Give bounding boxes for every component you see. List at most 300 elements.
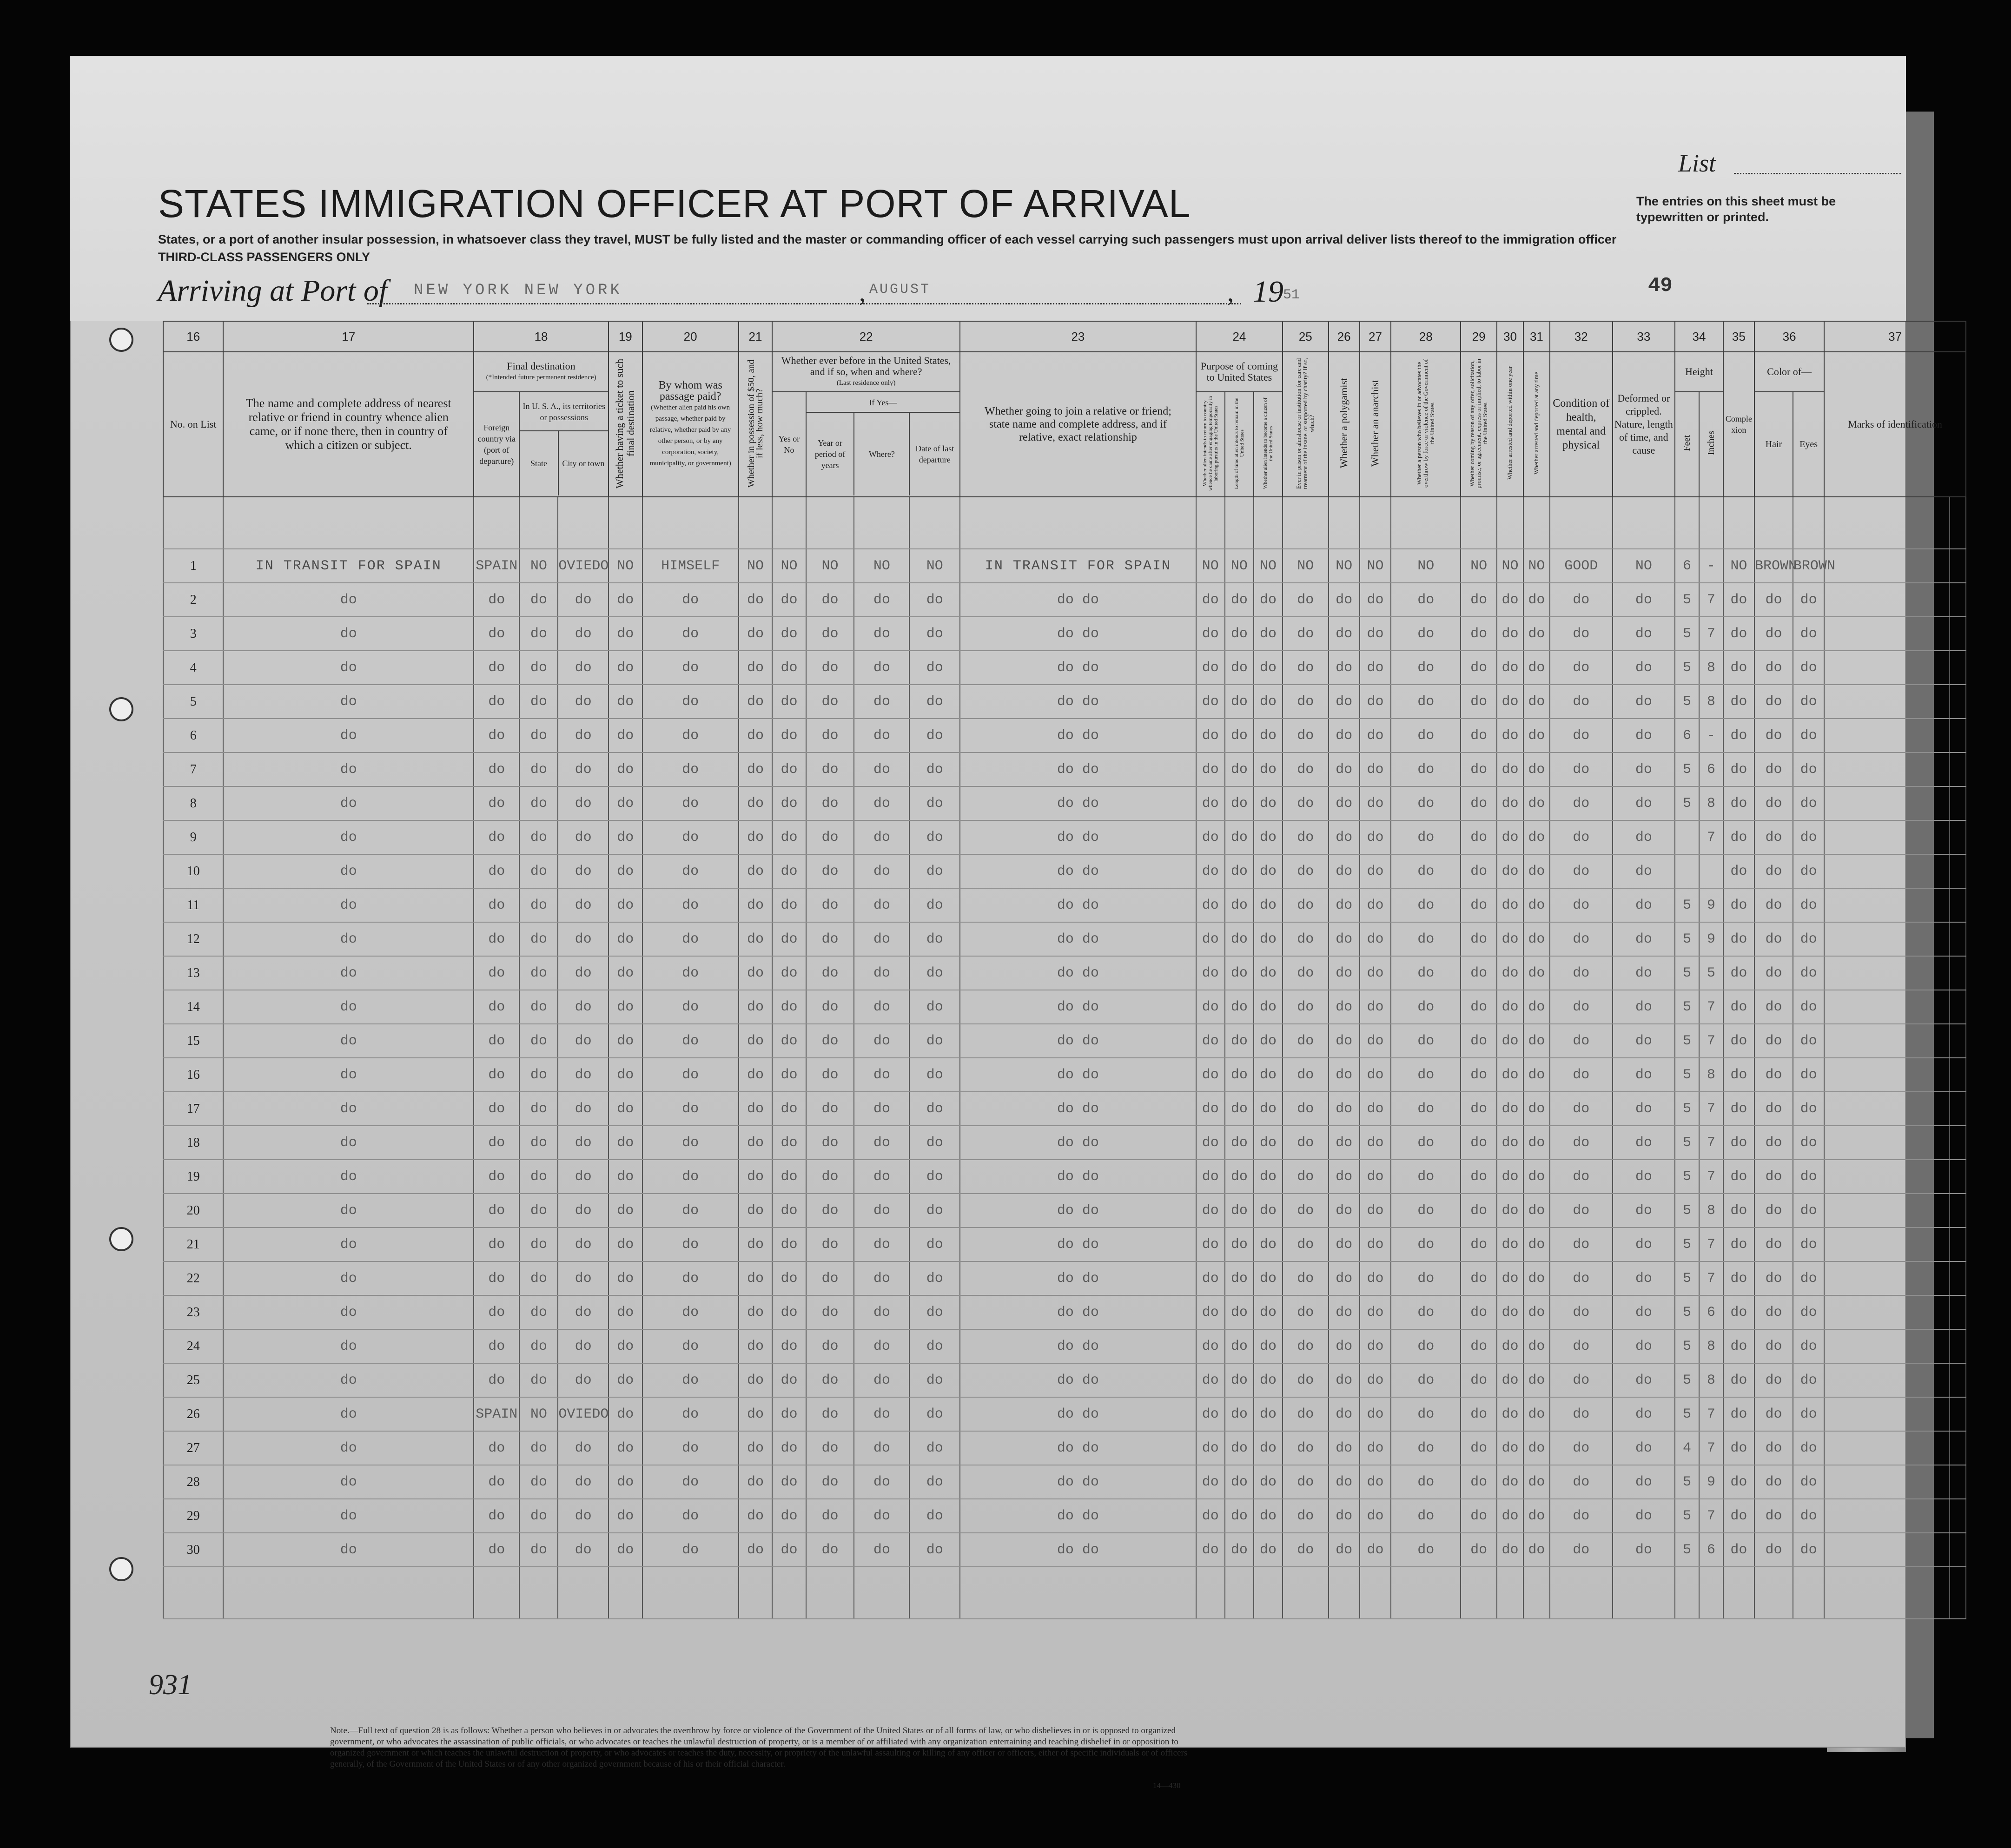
cell-c29: NO xyxy=(1461,549,1497,583)
cell-c31: do xyxy=(1523,1261,1550,1295)
cell-c19: do xyxy=(609,1295,642,1329)
tail-cell xyxy=(1523,1567,1550,1619)
cell-c24b: do xyxy=(1225,617,1254,651)
cell-c19: do xyxy=(609,752,642,786)
cell-c34a: 5 xyxy=(1675,685,1699,719)
cell-c18b: do xyxy=(519,990,558,1024)
cell-c35: do xyxy=(1723,1397,1754,1431)
cell-c33: do xyxy=(1613,719,1675,752)
cell-c35: do xyxy=(1723,888,1754,922)
margin-mark: 931 xyxy=(149,1669,192,1701)
list-label: List xyxy=(1678,149,1716,177)
cell-c23: do do xyxy=(960,685,1196,719)
cell-c30: do xyxy=(1497,752,1523,786)
tail-cell xyxy=(1225,1567,1254,1619)
row-number: 26 xyxy=(163,1397,223,1431)
cell-c34b: 7 xyxy=(1699,1261,1723,1295)
cell-c22b: do xyxy=(806,1261,854,1295)
cell-c32: do xyxy=(1550,990,1613,1024)
colnum-29: 29 xyxy=(1461,321,1497,352)
cell-c26: do xyxy=(1329,1431,1360,1465)
cell-c22a: do xyxy=(772,719,806,752)
cell-c24b: do xyxy=(1225,1160,1254,1194)
cell-c33: do xyxy=(1613,1329,1675,1363)
cell-c24b: do xyxy=(1225,1261,1254,1295)
cell-c29: do xyxy=(1461,1431,1497,1465)
cell-c34a xyxy=(1675,820,1699,854)
cell-marks xyxy=(1824,1261,1949,1295)
cell-c24c: do xyxy=(1254,617,1283,651)
cell-c26: do xyxy=(1329,1126,1360,1160)
cell-c18b: do xyxy=(519,1092,558,1126)
cell-c28: do xyxy=(1391,719,1461,752)
cell-c22a: do xyxy=(772,685,806,719)
cell-c34a: 5 xyxy=(1675,956,1699,990)
cell-marks xyxy=(1824,820,1949,854)
header-feet xyxy=(1675,392,1699,497)
cell-c24c: do xyxy=(1254,1397,1283,1431)
cell-c17: do xyxy=(223,1126,474,1160)
cell-c34b: 9 xyxy=(1699,888,1723,922)
cell-c35: do xyxy=(1723,617,1754,651)
cell-c22b: do xyxy=(806,685,854,719)
cell-c31: do xyxy=(1523,1465,1550,1499)
cell-c24a: do xyxy=(1196,990,1225,1024)
cell-margin xyxy=(1950,1160,1966,1194)
cell-c21: do xyxy=(739,719,773,752)
cell-c33: do xyxy=(1613,956,1675,990)
cell-c26: do xyxy=(1329,1533,1360,1567)
cell-c24a: do xyxy=(1196,1194,1225,1228)
cell-c28: do xyxy=(1391,1329,1461,1363)
cell-c24c: do xyxy=(1254,820,1283,854)
cell-c24c: do xyxy=(1254,1058,1283,1092)
cell-c22d: do xyxy=(909,820,960,854)
cell-c36b: do xyxy=(1793,1295,1824,1329)
header-labor-offer xyxy=(1461,352,1497,497)
cell-c21: do xyxy=(739,1024,773,1058)
header-if-yes-cells xyxy=(807,413,959,495)
cell-c18a: do xyxy=(474,1329,519,1363)
cell-c20: do xyxy=(642,1363,739,1397)
cell-c21: do xyxy=(739,1126,773,1160)
cell-c22b: do xyxy=(806,1160,854,1194)
cell-c22d: do xyxy=(909,1397,960,1431)
year-value: 51 xyxy=(1283,287,1300,303)
cell-c33: do xyxy=(1613,1499,1675,1533)
cell-c34b: 7 xyxy=(1699,990,1723,1024)
table-row-tail xyxy=(163,1567,1966,1619)
cell-marks xyxy=(1824,685,1949,719)
tail-cell xyxy=(1675,1567,1699,1619)
tail-cell xyxy=(519,1567,558,1619)
cell-c27: NO xyxy=(1360,549,1391,583)
cell-margin xyxy=(1950,1295,1966,1329)
cell-c23: do do xyxy=(960,651,1196,685)
tail-cell xyxy=(1824,1567,1949,1619)
cell-c32: do xyxy=(1550,1261,1613,1295)
cell-margin xyxy=(1950,1058,1966,1092)
cell-c19: do xyxy=(609,583,642,617)
cell-c24a: do xyxy=(1196,752,1225,786)
cell-c33: do xyxy=(1613,1465,1675,1499)
cell-c22c: do xyxy=(854,1363,909,1397)
cell-c21: do xyxy=(739,1194,773,1228)
cell-c34a: 5 xyxy=(1675,1058,1699,1092)
cell-c22b: do xyxy=(806,651,854,685)
cell-c24c: do xyxy=(1254,888,1283,922)
cell-c29: do xyxy=(1461,1329,1497,1363)
cell-c29: do xyxy=(1461,1092,1497,1126)
cell-c22c: do xyxy=(854,854,909,888)
cell-c20: do xyxy=(642,922,739,956)
cell-c22d: do xyxy=(909,786,960,820)
cell-c26: do xyxy=(1329,786,1360,820)
cell-c18b: do xyxy=(519,956,558,990)
cell-c35: do xyxy=(1723,685,1754,719)
cell-c27: do xyxy=(1360,1397,1391,1431)
cell-c22d: do xyxy=(909,888,960,922)
table-row xyxy=(163,1329,1966,1363)
cell-c26: do xyxy=(1329,1329,1360,1363)
cell-marks xyxy=(1824,1431,1949,1465)
cell-c24a: do xyxy=(1196,1533,1225,1567)
header-complexion: Complexion xyxy=(1723,352,1754,497)
tail-cell xyxy=(1254,1567,1283,1619)
cell-c29: do xyxy=(1461,1160,1497,1194)
cell-c21: do xyxy=(739,1228,773,1261)
cell-c34a: 5 xyxy=(1675,583,1699,617)
cell-c32: do xyxy=(1550,1363,1613,1397)
cell-c35: do xyxy=(1723,1194,1754,1228)
cell-c22b: do xyxy=(806,820,854,854)
cell-c30: do xyxy=(1497,1058,1523,1092)
cell-c34a: 5 xyxy=(1675,1228,1699,1261)
cell-c31: do xyxy=(1523,820,1550,854)
cell-c33: do xyxy=(1613,1024,1675,1058)
cell-c22c: do xyxy=(854,1126,909,1160)
header-passage-paid-text: By whom was passage paid? xyxy=(658,379,722,403)
cell-c18a: do xyxy=(474,617,519,651)
cell-marks xyxy=(1824,990,1949,1024)
cell-c19: do xyxy=(609,1092,642,1126)
cell-c33: do xyxy=(1613,752,1675,786)
cell-c22b: do xyxy=(806,583,854,617)
cell-c22b: do xyxy=(806,1329,854,1363)
cell-c29: do xyxy=(1461,854,1497,888)
cell-c24c: do xyxy=(1254,1194,1283,1228)
cell-c18c: do xyxy=(558,685,609,719)
cell-c18c: do xyxy=(558,1261,609,1295)
table-row xyxy=(163,1533,1966,1567)
cell-c24b: do xyxy=(1225,1329,1254,1363)
cell-c35: do xyxy=(1723,752,1754,786)
cell-c18a: do xyxy=(474,719,519,752)
cell-c22c: do xyxy=(854,1228,909,1261)
cell-c24b: do xyxy=(1225,990,1254,1024)
cell-c24a: do xyxy=(1196,1329,1225,1363)
form-code: 14—430 xyxy=(1153,1781,1181,1790)
cell-c33: do xyxy=(1613,820,1675,854)
row-number: 16 xyxy=(163,1058,223,1092)
table-row xyxy=(163,1261,1966,1295)
header-final-destination xyxy=(474,352,609,392)
cell-c34a: 5 xyxy=(1675,1295,1699,1329)
cell-c27: do xyxy=(1360,1431,1391,1465)
cell-c31: do xyxy=(1523,786,1550,820)
cell-c22d: do xyxy=(909,922,960,956)
cell-c31: do xyxy=(1523,854,1550,888)
cell-c34b: 8 xyxy=(1699,1363,1723,1397)
header-feet-text: Feet xyxy=(1682,435,1693,451)
colnum-23: 23 xyxy=(960,321,1196,352)
cell-c23: do do xyxy=(960,1058,1196,1092)
cell-c26: do xyxy=(1329,1194,1360,1228)
cell-c21: do xyxy=(739,1465,773,1499)
cell-marks xyxy=(1824,1499,1949,1533)
cell-c31: do xyxy=(1523,651,1550,685)
cell-c24b: do xyxy=(1225,854,1254,888)
cell-c25: do xyxy=(1283,854,1328,888)
cell-c22d: do xyxy=(909,1261,960,1295)
cell-c22a: do xyxy=(772,1228,806,1261)
cell-c24b: do xyxy=(1225,956,1254,990)
cell-c17: do xyxy=(223,1261,474,1295)
header-foreign-country: Foreign country via (port of departure) xyxy=(474,392,519,497)
cell-c19: do xyxy=(609,1363,642,1397)
cell-c26: do xyxy=(1329,956,1360,990)
cell-c35: do xyxy=(1723,990,1754,1024)
cell-c17: do xyxy=(223,752,474,786)
cell-c23: do do xyxy=(960,922,1196,956)
cell-c18a: do xyxy=(474,1058,519,1092)
arriving-label: Arriving at Port of xyxy=(158,274,388,308)
cell-c32: do xyxy=(1550,1533,1613,1567)
cell-c27: do xyxy=(1360,1465,1391,1499)
cell-c24a: do xyxy=(1196,820,1225,854)
cell-c22b: do xyxy=(806,1024,854,1058)
cell-c24b: do xyxy=(1225,1397,1254,1431)
cell-c20: do xyxy=(642,990,739,1024)
cell-c19: do xyxy=(609,1329,642,1363)
cell-c21: do xyxy=(739,786,773,820)
cell-c19: do xyxy=(609,1465,642,1499)
cell-c23: do do xyxy=(960,854,1196,888)
cell-c18c: do xyxy=(558,617,609,651)
cell-c22a: do xyxy=(772,1499,806,1533)
colnum-24: 24 xyxy=(1196,321,1283,352)
cell-c24c: do xyxy=(1254,1228,1283,1261)
table-row xyxy=(163,1295,1966,1329)
cell-c24b: do xyxy=(1225,1533,1254,1567)
cell-c28: do xyxy=(1391,1499,1461,1533)
cell-c18a: do xyxy=(474,752,519,786)
cell-margin xyxy=(1950,1431,1966,1465)
header-inches xyxy=(1699,392,1723,497)
cell-c24a: do xyxy=(1196,1397,1225,1431)
cell-c24b: do xyxy=(1225,888,1254,922)
row-number: 30 xyxy=(163,1533,223,1567)
cell-c32: do xyxy=(1550,888,1613,922)
cell-c36a: do xyxy=(1754,1363,1793,1397)
cell-c19: do xyxy=(609,956,642,990)
cell-c31: NO xyxy=(1523,549,1550,583)
cell-c27: do xyxy=(1360,1533,1391,1567)
cell-marks xyxy=(1824,583,1949,617)
cell-c34b: 7 xyxy=(1699,1431,1723,1465)
cell-c25: do xyxy=(1283,1363,1328,1397)
tail-cell xyxy=(1283,1567,1328,1619)
cell-c24a: do xyxy=(1196,1058,1225,1092)
cell-c33: do xyxy=(1613,1533,1675,1567)
cell-margin xyxy=(1950,990,1966,1024)
cell-marks xyxy=(1824,786,1949,820)
cell-c27: do xyxy=(1360,617,1391,651)
cell-c17: do xyxy=(223,1295,474,1329)
cell-margin xyxy=(1950,786,1966,820)
cell-c27: do xyxy=(1360,1261,1391,1295)
cell-c18b: do xyxy=(519,1228,558,1261)
colnum-30: 30 xyxy=(1497,321,1523,352)
cell-c36a: do xyxy=(1754,1261,1793,1295)
tail-cell xyxy=(223,1567,474,1619)
cell-c20: do xyxy=(642,1499,739,1533)
cell-c21: do xyxy=(739,922,773,956)
cell-c32: do xyxy=(1550,956,1613,990)
cell-c35: do xyxy=(1723,1363,1754,1397)
binder-hole xyxy=(109,1557,133,1581)
cell-c22b: do xyxy=(806,1465,854,1499)
cell-c24b: do xyxy=(1225,922,1254,956)
tail-cell xyxy=(642,1567,739,1619)
tail-cell xyxy=(558,1567,609,1619)
cell-c36b: do xyxy=(1793,1397,1824,1431)
cell-c24a: do xyxy=(1196,685,1225,719)
cell-c18a: do xyxy=(474,888,519,922)
cell-c17: do xyxy=(223,685,474,719)
cell-c25: do xyxy=(1283,1126,1328,1160)
list-line xyxy=(1734,173,1901,174)
cell-marks xyxy=(1824,719,1949,752)
cell-c17: do xyxy=(223,1160,474,1194)
cell-c31: do xyxy=(1523,1329,1550,1363)
cell-c23: do do xyxy=(960,1533,1196,1567)
cell-margin xyxy=(1950,1261,1966,1295)
cell-c33: do xyxy=(1613,1295,1675,1329)
cell-c24c: do xyxy=(1254,990,1283,1024)
cell-c22c: do xyxy=(854,786,909,820)
cell-c36b: do xyxy=(1793,583,1824,617)
cell-c25: do xyxy=(1283,786,1328,820)
cell-c35: do xyxy=(1723,922,1754,956)
cell-c23: do do xyxy=(960,719,1196,752)
cell-c18c: do xyxy=(558,1363,609,1397)
header-prison xyxy=(1283,352,1328,497)
cell-c18b: do xyxy=(519,651,558,685)
colnum-37: 37 xyxy=(1824,321,1966,352)
cell-c21: do xyxy=(739,990,773,1024)
cell-c22d: do xyxy=(909,956,960,990)
cell-c18c: do xyxy=(558,1499,609,1533)
final-destination-sub: (*Intended future permanent residence) xyxy=(486,374,596,381)
table-row xyxy=(163,888,1966,922)
cell-c33: do xyxy=(1613,1058,1675,1092)
cell-c31: do xyxy=(1523,1397,1550,1431)
cell-c21: do xyxy=(739,617,773,651)
colnum-22: 22 xyxy=(772,321,960,352)
cell-c24b: do xyxy=(1225,1228,1254,1261)
cell-c26: do xyxy=(1329,1024,1360,1058)
cell-c25: do xyxy=(1283,1194,1328,1228)
cell-c36b: do xyxy=(1793,854,1824,888)
cell-c27: do xyxy=(1360,1295,1391,1329)
tail-cell xyxy=(854,1567,909,1619)
cell-marks xyxy=(1824,922,1949,956)
cell-c20: do xyxy=(642,1160,739,1194)
cell-c34b: 9 xyxy=(1699,922,1723,956)
cell-c30: do xyxy=(1497,1363,1523,1397)
cell-c22c: do xyxy=(854,719,909,752)
cell-marks xyxy=(1824,752,1949,786)
cell-c25: do xyxy=(1283,1295,1328,1329)
cell-c34a: 5 xyxy=(1675,1024,1699,1058)
cell-c23: do do xyxy=(960,1431,1196,1465)
cell-c25: do xyxy=(1283,651,1328,685)
cell-c34b: 6 xyxy=(1699,1295,1723,1329)
cell-c22d: do xyxy=(909,1092,960,1126)
cell-c22c: do xyxy=(854,1329,909,1363)
cell-c18c: do xyxy=(558,1465,609,1499)
cell-c35: do xyxy=(1723,1465,1754,1499)
cell-c35: do xyxy=(1723,1228,1754,1261)
cell-c18b: do xyxy=(519,1160,558,1194)
cell-c22c: do xyxy=(854,1499,909,1533)
cell-c24b: NO xyxy=(1225,549,1254,583)
cell-c18c: OVIEDO xyxy=(558,1397,609,1431)
header-join-relative: Whether going to join a relative or friend; state name and complete address, and if relative, exact relationship xyxy=(960,352,1196,497)
cell-c24b: do xyxy=(1225,1363,1254,1397)
cell-c20: do xyxy=(642,719,739,752)
cell-c27: do xyxy=(1360,719,1391,752)
cell-c24c: do xyxy=(1254,719,1283,752)
table-row xyxy=(163,786,1966,820)
cell-c24a: do xyxy=(1196,922,1225,956)
cell-c29: do xyxy=(1461,1261,1497,1295)
cell-c29: do xyxy=(1461,820,1497,854)
cell-c36a: do xyxy=(1754,854,1793,888)
cell-c33: do xyxy=(1613,1431,1675,1465)
cell-c22c: do xyxy=(854,1431,909,1465)
tail-cell xyxy=(1360,1567,1391,1619)
cell-c19: do xyxy=(609,1533,642,1567)
cell-marks xyxy=(1824,1465,1949,1499)
cell-c21: do xyxy=(739,583,773,617)
cell-c22a: do xyxy=(772,1126,806,1160)
cell-c26: do xyxy=(1329,651,1360,685)
cell-c24b: do xyxy=(1225,685,1254,719)
cell-margin xyxy=(1950,1533,1966,1567)
cell-c24b: do xyxy=(1225,1058,1254,1092)
cell-c25: NO xyxy=(1283,549,1328,583)
cell-c24b: do xyxy=(1225,719,1254,752)
cell-c17: do xyxy=(223,1363,474,1397)
table-row xyxy=(163,1228,1966,1261)
cell-c22d: do xyxy=(909,685,960,719)
cell-c18c: do xyxy=(558,888,609,922)
cell-c22c: do xyxy=(854,752,909,786)
cell-c28: do xyxy=(1391,1363,1461,1397)
cell-c27: do xyxy=(1360,854,1391,888)
